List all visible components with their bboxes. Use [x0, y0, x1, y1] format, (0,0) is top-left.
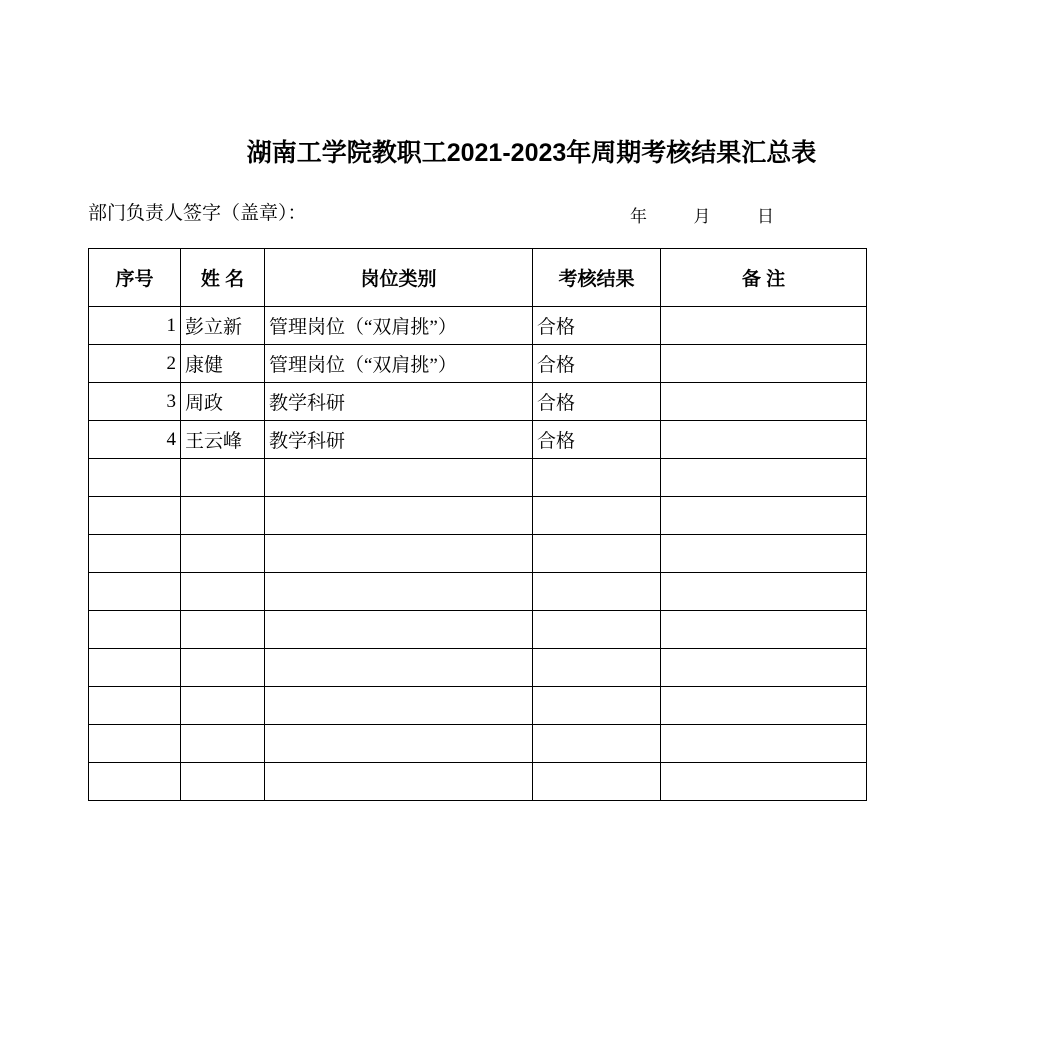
cell-index: 2 — [89, 345, 181, 383]
date-day-label: 日 — [757, 207, 774, 226]
cell-result — [533, 497, 661, 535]
cell-post-type: 教学科研 — [265, 421, 533, 459]
cell-remark — [661, 421, 867, 459]
cell-post-type — [265, 687, 533, 725]
column-header-post-type: 岗位类别 — [265, 249, 533, 307]
table-row — [89, 687, 867, 725]
cell-name: 王云峰 — [181, 421, 265, 459]
date-line — [630, 202, 774, 227]
table-header-row — [89, 249, 867, 307]
page-title: 湖南工学院教职工2021-2023年周期考核结果汇总表 — [246, 139, 817, 167]
cell-remark — [661, 497, 867, 535]
table-row — [89, 573, 867, 611]
cell-post-type — [265, 611, 533, 649]
cell-remark — [661, 307, 867, 345]
cell-name — [181, 459, 265, 497]
cell-result — [533, 725, 661, 763]
cell-post-type — [265, 459, 533, 497]
table-row — [89, 725, 867, 763]
cell-index — [89, 459, 181, 497]
cell-remark — [661, 535, 867, 573]
column-header-remark: 备 注 — [661, 249, 867, 307]
cell-post-type — [265, 497, 533, 535]
cell-index — [89, 763, 181, 801]
cell-index — [89, 535, 181, 573]
table-row — [89, 611, 867, 649]
cell-index — [89, 573, 181, 611]
cell-post-type — [265, 535, 533, 573]
cell-result: 合格 — [533, 421, 661, 459]
cell-post-type: 管理岗位（“双肩挑”） — [265, 345, 533, 383]
cell-remark — [661, 763, 867, 801]
cell-name — [181, 649, 265, 687]
cell-result — [533, 763, 661, 801]
cell-post-type — [265, 573, 533, 611]
table-row — [89, 459, 867, 497]
cell-post-type: 教学科研 — [265, 383, 533, 421]
cell-result — [533, 649, 661, 687]
cell-result: 合格 — [533, 383, 661, 421]
date-month-label: 月 — [693, 207, 711, 226]
cell-index — [89, 687, 181, 725]
cell-name — [181, 725, 265, 763]
assessment-summary-table — [88, 248, 867, 801]
cell-name — [181, 687, 265, 725]
cell-index: 4 — [89, 421, 181, 459]
cell-remark — [661, 611, 867, 649]
table-row — [89, 307, 867, 345]
column-header-name: 姓 名 — [181, 249, 265, 307]
cell-name: 周政 — [181, 383, 265, 421]
cell-result — [533, 687, 661, 725]
cell-index — [89, 497, 181, 535]
cell-post-type: 管理岗位（“双肩挑”） — [265, 307, 533, 345]
cell-name — [181, 573, 265, 611]
cell-name — [181, 763, 265, 801]
cell-index — [89, 725, 181, 763]
table-row — [89, 497, 867, 535]
cell-remark — [661, 345, 867, 383]
cell-post-type — [265, 725, 533, 763]
cell-remark — [661, 459, 867, 497]
cell-name — [181, 497, 265, 535]
cell-name — [181, 535, 265, 573]
table-row — [89, 345, 867, 383]
cell-remark — [661, 573, 867, 611]
cell-name: 康健 — [181, 345, 265, 383]
table-row — [89, 649, 867, 687]
cell-name: 彭立新 — [181, 307, 265, 345]
cell-remark — [661, 649, 867, 687]
table-row — [89, 763, 867, 801]
column-header-index: 序号 — [89, 249, 181, 307]
cell-remark — [661, 725, 867, 763]
table-row — [89, 535, 867, 573]
cell-result — [533, 573, 661, 611]
cell-result: 合格 — [533, 345, 661, 383]
signature-label: 部门负责人签字（盖章）： — [88, 203, 307, 224]
cell-remark — [661, 383, 867, 421]
cell-name — [181, 611, 265, 649]
cell-index — [89, 611, 181, 649]
cell-index: 1 — [89, 307, 181, 345]
column-header-result: 考核结果 — [533, 249, 661, 307]
table-row — [89, 383, 867, 421]
cell-remark — [661, 687, 867, 725]
cell-result — [533, 459, 661, 497]
date-year-label: 年 — [630, 207, 647, 226]
cell-result: 合格 — [533, 307, 661, 345]
cell-result — [533, 535, 661, 573]
cell-index — [89, 649, 181, 687]
cell-post-type — [265, 649, 533, 687]
table-row — [89, 421, 867, 459]
cell-result — [533, 611, 661, 649]
cell-post-type — [265, 763, 533, 801]
cell-index: 3 — [89, 383, 181, 421]
